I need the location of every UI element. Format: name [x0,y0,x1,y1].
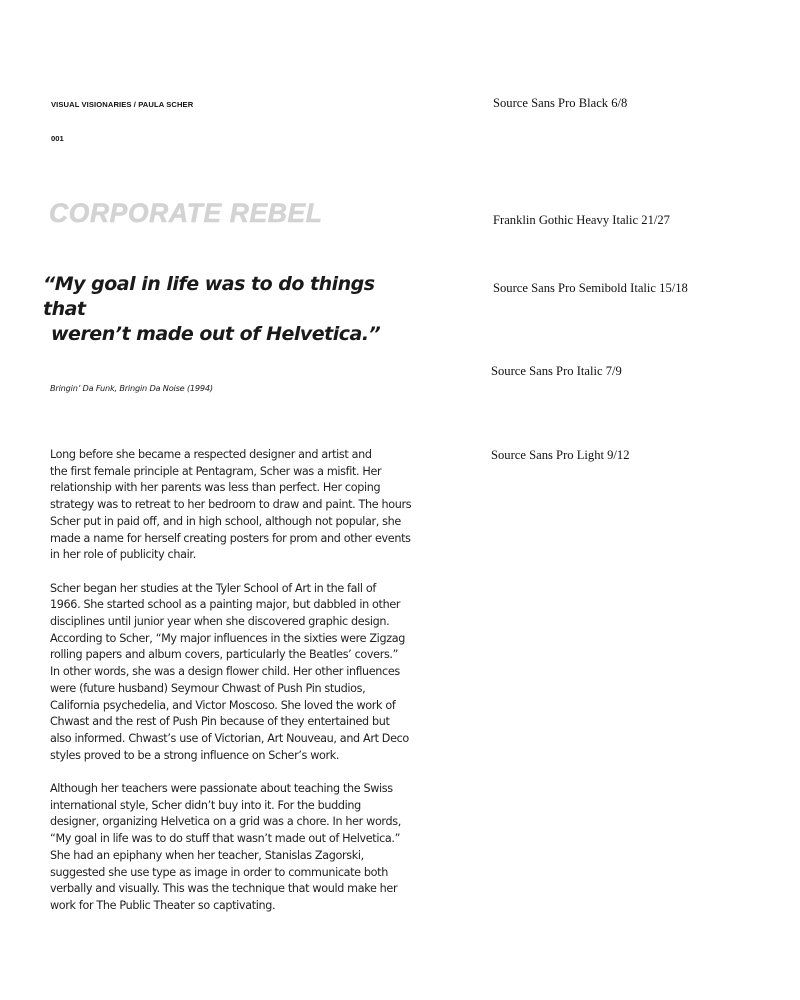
body-line: the first female principle at Pentagram, Scher was a misfit. Her [50,464,382,478]
body-line: In other words, she was a design flower child. Her other influences [50,665,400,679]
body-line: “My goal in life was to do stuff that wasn’t made out of Helvetica.” [50,832,401,846]
type-spec-pull-quote: Source Sans Pro Semibold Italic 15/18 [493,281,688,295]
body-line: work for The Public Theater so captivating. [50,898,276,912]
pull-quote-line-1: “My goal in life was to do things that [43,273,375,320]
body-line: California psychedelia, and Victor Moscoso. She loved the work of [50,698,396,712]
series-title: VISUAL VISIONARIES / PAULA SCHER [51,100,194,109]
body-line: disciplines until junior year when she discovered graphic design. [50,615,390,629]
type-spec-headline: Franklin Gothic Heavy Italic 21/27 [493,213,670,227]
pull-quote-line-2: weren’t made out of Helvetica.” [51,323,381,345]
body-line: designer, organizing Helvetica on a grid was a chore. In her words, [50,815,401,829]
body-paragraph-1 [50,447,410,564]
pull-quote [43,272,403,347]
body-line: Although her teachers were passionate about teaching the Swiss [50,782,393,796]
body-line: in her role of publicity chair. [50,548,196,562]
body-paragraph-2 [50,581,410,765]
body-line: verbally and visually. This was the technique that would make her [50,882,398,896]
body-line: According to Scher, “My major influences in the sixties were Zigzag [50,631,405,645]
body-line: made a name for herself creating posters for prom and other events [50,531,411,545]
body-paragraph-3 [50,781,410,915]
type-spec-caption: Source Sans Pro Italic 7/9 [491,364,622,378]
body-line: also informed. Chwast’s use of Victorian, Art Nouveau, and Art Deco [50,731,409,745]
body-line: Chwast and the rest of Push Pin because of they entertained but [50,715,390,729]
headline: CORPORATE REBEL [49,198,323,228]
body-line: Long before she became a respected designer and artist and [50,448,372,461]
image-caption: Bringin’ Da Funk, Bringin Da Noise (1994) [50,383,213,393]
body-line: Scher began her studies at the Tyler School of Art in the fall of [50,581,376,595]
body-copy [50,447,410,931]
body-line: styles proved to be a strong influence on Scher’s work. [50,748,340,762]
body-line: rolling papers and album covers, particularly the Beatles’ covers.” [50,648,399,662]
type-spec-body: Source Sans Pro Light 9/12 [491,448,630,462]
body-line: suggested she use type as image in order to communicate both [50,865,388,879]
page-number: 001 [51,134,64,143]
body-line: She had an epiphany when her teacher, Stanislas Zagorski, [50,848,364,862]
body-line: relationship with her parents was less than perfect. Her coping [50,481,381,495]
body-line: were (future husband) Seymour Chwast of Push Pin studios, [50,681,366,695]
body-line: Scher put in paid off, and in high school, although not popular, she [50,514,401,528]
body-line: international style, Scher didn’t buy into it. For the budding [50,798,361,812]
body-line: strategy was to retreat to her bedroom to draw and paint. The hours [50,498,412,512]
body-line: 1966. She started school as a painting major, but dabbled in other [50,598,401,612]
type-spec-series-title: Source Sans Pro Black 6/8 [493,96,628,110]
